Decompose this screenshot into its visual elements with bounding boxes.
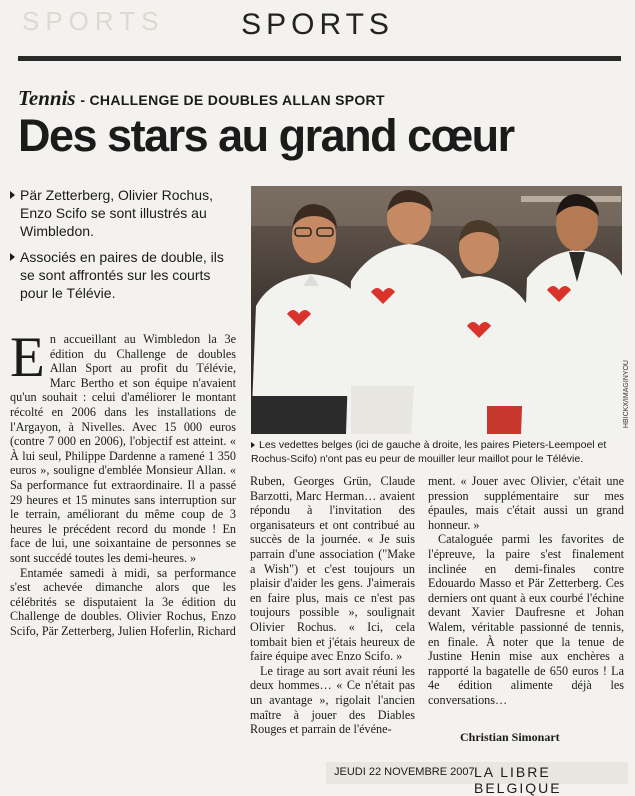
page-footer bbox=[326, 762, 628, 796]
section-title: SPORTS bbox=[241, 8, 394, 41]
photo-caption bbox=[251, 438, 626, 466]
section-rule bbox=[18, 56, 621, 61]
headline: Des stars au grand cœur bbox=[18, 110, 514, 161]
paragraph-text: n accueillant au Wimbledon la 3e édition du Challenge de doubles Allan Sport au profit du Télévie, Marc Bertho et son équipe n'avaient qu'un souhait : celui d'améliorer le montant récolté en 2006 dans les installations de l'Argayon, à Nivelles. Avec 15 000 euros (contre 7 000 en 2006), l'objectif est atteint. « À lui seul, Philippe Dardenne a ramené 1 350 euros », souligne d'emblée Monsieur Allan. « Sa performance fut extraordinaire. Il a passé 29 heures et 15 minutes sans interruption sur le terrain, améliorant du même coup de 3 heures le précédent record du monde ! En face de lui, une soixantaine de personnes se sont succédé toutes les demi-heures. » bbox=[10, 332, 236, 565]
summary-bullets bbox=[10, 186, 242, 310]
bullet-marker-icon bbox=[10, 191, 15, 199]
drop-cap: E bbox=[10, 326, 45, 389]
article-paragraph: Cataloguée parmi les favorites de l'épreuve, la paire s'est finalement inclinée en demi-finales contre Edouardo Masso et Pär Zetterberg. Ces derniers ont quant à eux courbé l'échine devant Xavier Daufresne et Johan Walem, véritable passionné de tennis, en finale. À noter que la tenue de Justine Henin mise aux enchères a rapporté la bagatelle de 650 euros ! La 4e édition alimente déjà les conversations… bbox=[428, 532, 624, 707]
article-paragraph: Ruben, Georges Grün, Claude Barzotti, Marc Herman… avaient répondu à l'invitation des organisateurs et ont contribué au succès de la journée. « Je suis parrain d'une association ("Make a Wish") et c'est toujours un plaisir d'aider les gens. J'aimerais en faire plus, mais ce n'est pas toujours possible », soulignait Olivier Rochus. « Ici, cela tombait bien et j'étais heureux de faire équipe avec Enzo Scifo. » bbox=[250, 474, 415, 664]
article-paragraph bbox=[10, 326, 236, 566]
bleed-through-text: SPORTS bbox=[22, 6, 165, 36]
article-column-1 bbox=[10, 326, 236, 638]
bullet-text: Associés en paires de double, ils se sont affrontés sur les courts pour le Télévie. bbox=[20, 249, 224, 301]
newspaper-name: LA LIBRE BELGIQUE bbox=[474, 764, 562, 796]
issue-date: JEUDI 22 NOVEMBRE 2007 bbox=[334, 766, 475, 778]
article-column-2 bbox=[250, 474, 415, 737]
article-paragraph: Entamée samedi à midi, sa performance s'est achevée dimanche alors que les célébrités se disputaient la 3e édition du Challenge de doubles. Olivier Rochus, Enzo Scifo, Pär Zetterberg, Julien Hoferlin, Richard bbox=[10, 565, 236, 638]
author-signature: Christian Simonart bbox=[460, 730, 560, 744]
bullet-marker-icon bbox=[10, 253, 15, 261]
kicker bbox=[18, 86, 385, 111]
article-paragraph: Le tirage au sort avait réuni les deux hommes… « Ce n'était pas un avantage », rigolait l'ancien maître à jouer des Diables Rouges et parrain de l'événe- bbox=[250, 663, 415, 737]
caption-marker-icon bbox=[251, 442, 255, 448]
bullet-text: Pär Zetterberg, Olivier Rochus, Enzo Scifo se sont illustrés au Wimbledon. bbox=[20, 187, 213, 239]
article-column-3 bbox=[428, 474, 624, 708]
kicker-subtitle: - CHALLENGE DE DOUBLES ALLAN SPORT bbox=[80, 92, 385, 108]
summary-bullet bbox=[10, 248, 242, 302]
caption-text: Les vedettes belges (ici de gauche à droite, les paires Pieters-Leempoel et Rochus-Scifo) n'ont pas eu peur de mouiller leur maillot pour le Télévie. bbox=[251, 439, 607, 465]
article-paragraph: ment. « Jouer avec Olivier, c'était une pression supplémentaire sur mes épaules, mais c'était aussi un grand honneur. » bbox=[428, 474, 624, 532]
summary-bullet bbox=[10, 186, 242, 240]
team-photo bbox=[251, 186, 622, 434]
photo-credit: HBICKX/IMAGINYOU bbox=[623, 360, 630, 429]
kicker-sport: Tennis bbox=[18, 86, 76, 110]
